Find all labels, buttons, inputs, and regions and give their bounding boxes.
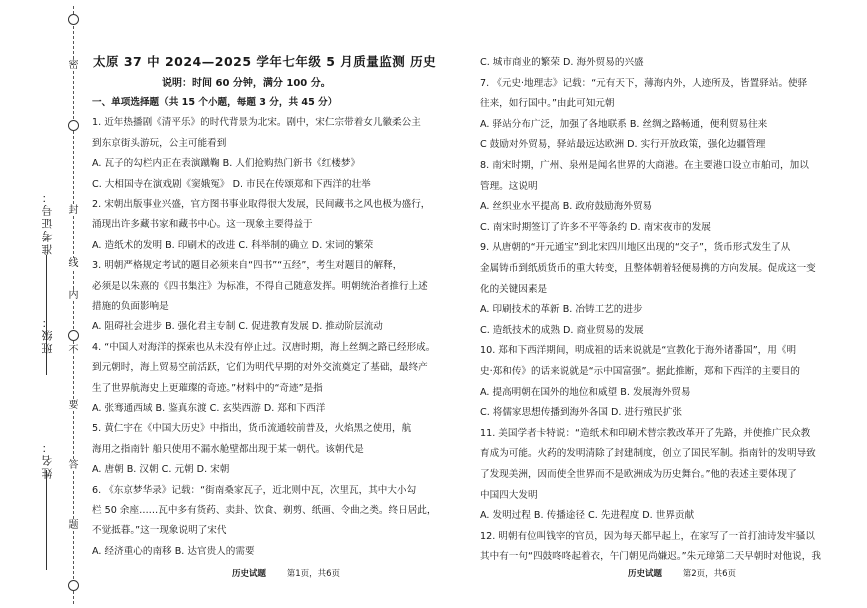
text-line: 栏 50 余座……瓦中多有货药、卖卦、饮食、剃剪、纸画、令曲之类。终日居此， [92,505,437,516]
name-label: 姓名： [41,440,54,479]
text-line: 到东京街头游玩，公主可能看到 [92,137,227,149]
text-line: A. 发明过程 B. 传播途径 C. 先进程度 D. 世界贡献 [480,510,695,522]
text-line: 不觉抵暮。”这一现象说明了宋代 [92,525,227,537]
text-line: C. 将儒家思想传播到海外各国 D. 进行殖民扩张 [480,407,683,419]
seal-char: 内 [68,290,79,301]
text-line: 4. “中国人对海洋的探索也从未没有停止过。汉唐时期，海上丝绸之路已经形成。 [92,341,436,353]
text-line: 史·郑和传》的话来说就是“示中国富强”。据此推断，郑和下西洋的主要目的 [480,366,800,377]
text-line: A. 提高明朝在国外的地位和威望 B. 发展海外贸易 [480,386,691,398]
text-line: 管理。这说明 [480,180,538,192]
footer-right [628,567,736,579]
text-line: C 鼓励对外贸易，驿站最远达欧洲 D. 实行开放政策，强化边疆管理 [480,139,766,151]
text-line: 2. 宋朝出版事业兴盛，官方图书事业取得很大发展，民间藏书之风也极为盛行， [92,199,431,210]
text-line: A. 张骞通西域 B. 鉴真东渡 C. 玄奘西游 D. 郑和下西洋 [92,403,326,414]
text-line: 化的关键因素是 [480,283,548,295]
footer-left [232,567,340,579]
text-line: 措施的负面影响是 [92,301,169,312]
binding-margin [0,0,86,608]
name-field[interactable] [46,470,47,570]
text-line: 7. 《元史·地理志》记载：“元有天下，薄海内外，人迹所及，皆置驿站。使驿 [480,77,808,89]
text-line: A. 驿站分布广泛，加强了各地联系 B. 丝绸之路畅通，便利贸易往来 [480,118,768,130]
text-line: 5. 黄仁宇在《中国大历史》中指出，货币流通较前普及，火焰黑之使用，航 [92,423,412,435]
seal-char: 密 [68,60,79,71]
exam-note: 说明：时间 60 分钟，满分 100 分。 [162,78,331,89]
hole-circle [68,330,79,341]
text-line: 3. 明朝严格规定考试的题目必须来自“四书”“五经”，考生对题目的解释， [92,260,403,272]
text-line: 9. 从唐朝的“开元通宝”到北宋四川地区出现的“交子”，货币形式发生了从 [480,242,791,254]
class-label: 班级： [41,315,54,354]
exam-title: 太原 37 中 2024—2025 学年七年级 5 月质量监测 历史 [93,54,437,69]
seal-char: 题 [68,520,79,531]
footer-page: 第1页，共6页 [286,569,341,579]
footer-page: 第2页，共6页 [682,569,737,579]
exam-number-label: 准考证号： [41,190,54,255]
text-line: 10. 郑和下西洋期间，明成祖的话来说就是“宣教化于海外诸番国”，用《明 [480,345,797,357]
footer-subject: 历史试题 [628,569,663,579]
text-line: 往来，如行国中。”由此可知元朝 [480,98,615,110]
text-line: 一、单项选择题（共 15 个小题，每题 3 分，共 45 分） [92,97,338,108]
hole-circle [68,14,79,25]
text-line: 12. 明朝有位叫钱宰的官员，因为每天都早起上，在家写了一首打油诗发牢骚以 [480,530,815,542]
text-line: A. 阻碍社会进步 B. 强化君主专制 C. 促进教育发展 D. 推动阶层流动 [92,321,383,333]
text-line: A. 瓦子的勾栏内正在表演蹴鞠 B. 人们抢购热门新书《红楼梦》 [92,158,361,170]
footer-subject: 历史试题 [232,569,267,579]
text-line: 其中有一句“四鼓咚咚起着衣，午门朝见尚嫌迟。”朱元璋第二天早朝时对他说，我 [480,551,821,563]
hole-circle [68,120,79,131]
text-line: 中国四大发明 [480,489,538,501]
text-line: C. 南宋时期签订了许多不平等条约 D. 南宋夜市的发展 [480,221,711,233]
text-line: C. 城市商业的繁荣 D. 海外贸易的兴盛 [480,57,644,68]
text-line: 育成为可能。火药的发明清除了封建制度，创立了国民军制。指南针的发明导致 [480,448,816,460]
text-line: 8. 南宋时期，广州、泉州是闻名世界的大商港。在主要港口设立市舶司，加以 [480,160,809,171]
text-line: C. 造纸技术的成熟 D. 商业贸易的发展 [480,324,644,336]
seal-char: 线 [68,258,79,269]
seal-char: 封 [68,205,79,216]
text-line: A. 印刷技术的革新 B. 冶铸工艺的进步 [480,304,643,316]
text-line: 海用之指南针 船只使用不漏水舱壁都出现于某一朝代。该朝代是 [92,443,364,455]
text-line: A. 经济重心的南移 B. 达官贵人的需要 [92,545,255,557]
seal-line [73,6,74,604]
text-line: A. 造纸术的发明 B. 印刷术的改进 C. 科举制的确立 D. 宋词的繁荣 [92,239,374,251]
text-line: 必须是以朱熹的《四书集注》为标准，不得自己随意发挥。明朝统治者推行上述 [92,280,428,292]
text-line: 生了世界航海史上更璀璨的奇迹。”材料中的“奇迹”是指 [92,382,323,394]
seal-char: 不 [68,345,79,356]
text-line: A. 唐朝 B. 汉朝 C. 元朝 D. 宋朝 [92,464,230,476]
text-line: 到元朝时，海上贸易空前活跃，它们为明代早期的对外交流奠定了基础，最终产 [92,362,428,374]
text-line: 了发现美洲，因而使全世界而不是欧洲成为历史舞台。”他的表述主要体现了 [480,469,797,480]
text-line: 11. 美国学者卡特说：“造纸术和印刷术替宗教改革开了先路，并使推广民众教 [480,427,811,439]
seal-char: 答 [68,460,79,471]
text-line: 1. 近年热播剧《清平乐》的时代背景为北宋。剧中，宋仁宗带着女儿徽柔公主 [92,117,421,129]
text-line: 金属铸币到纸质货币的重大转变，且整体朝着轻便易携的方向发展。促成这一变 [480,263,816,274]
text-line: C. 大相国寺在演戏剧《窦娥冤》 D. 市民在传颂郑和下西洋的壮举 [92,178,371,190]
text-line: 6. 《东京梦华录》记载：“街南桑家瓦子，近北则中瓦，次里瓦，其中大小勾 [92,484,417,496]
text-line: A. 丝织业水平提高 B. 政府鼓励海外贸易 [480,201,653,213]
seal-char: 要 [68,400,79,411]
text-line: 涌现出许多藏书家和藏书中心。这一现象主要得益于 [92,219,313,231]
hole-circle [68,580,79,591]
